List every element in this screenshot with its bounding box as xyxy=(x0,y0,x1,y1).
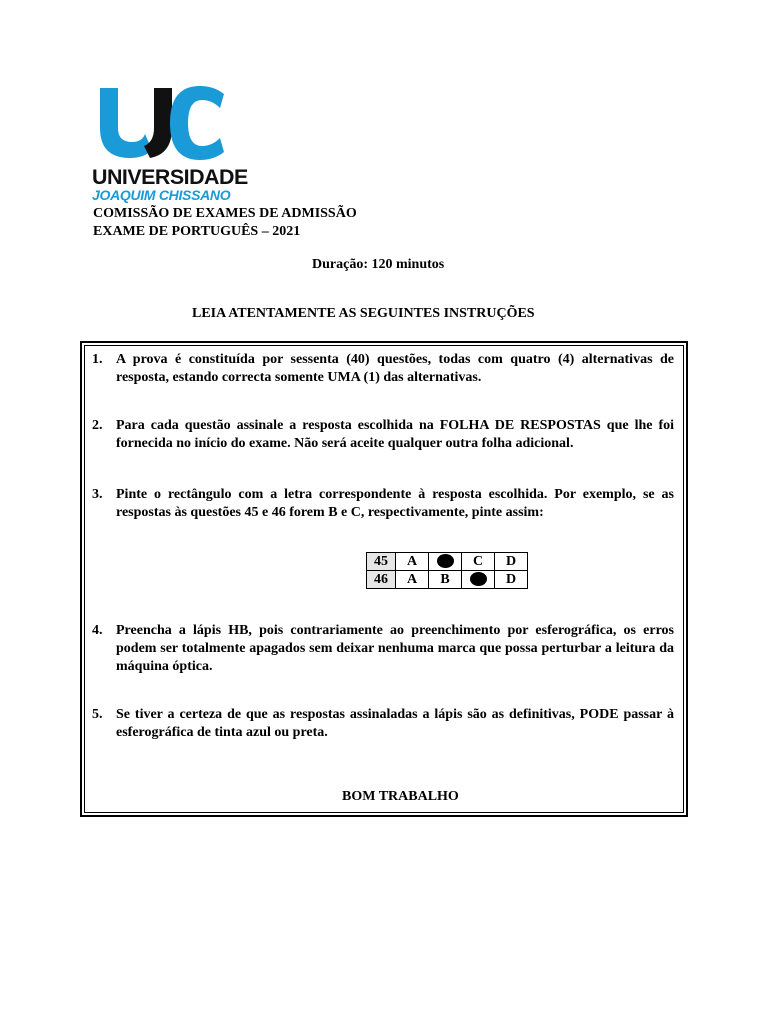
logo-wordmark-university: UNIVERSIDADE xyxy=(92,166,248,189)
logo-letter-c xyxy=(170,86,224,160)
instruction-item xyxy=(92,622,674,676)
instruction-number: 3. xyxy=(92,487,103,502)
example-row-46 xyxy=(367,571,528,589)
instruction-text: A prova é constituída por sessenta (40) questões, todas com quatro (4) alternativas de resposta, estando correcta somente UMA (1) das alternativas. xyxy=(116,352,674,385)
closing-message: BOM TRABALHO xyxy=(342,789,459,804)
example-row-45 xyxy=(367,553,528,571)
committee-title: COMISSÃO DE EXAMES DE ADMISSÃO xyxy=(93,206,357,221)
exam-title: EXAME DE PORTUGUÊS – 2021 xyxy=(93,224,301,239)
instruction-number: 2. xyxy=(92,418,103,433)
instruction-item xyxy=(92,486,674,522)
instructions-heading: LEIA ATENTAMENTE AS SEGUINTES INSTRUÇÕES xyxy=(192,306,535,321)
instruction-number: 4. xyxy=(92,623,103,638)
instruction-text: Pinte o rectângulo com a letra correspondente à resposta escolhida. Por exemplo, se as respostas às questões 45 e 46 forem B e C, respectivamente, pinte assim: xyxy=(116,487,674,520)
instruction-text: Para cada questão assinale a resposta escolhida na FOLHA DE RESPOSTAS que lhe foi fornecida no início do exame. Não será aceite qualquer outra folha adicional. xyxy=(116,418,674,451)
option-b: B xyxy=(429,571,462,589)
exam-duration: Duração: 120 minutos xyxy=(312,257,445,272)
option-a: A xyxy=(396,553,429,571)
instruction-number: 1. xyxy=(92,352,103,367)
instruction-item xyxy=(92,417,674,453)
option-d: D xyxy=(495,571,528,589)
logo-letter-j xyxy=(144,88,172,158)
filled-mark-icon xyxy=(437,554,454,568)
instruction-number: 5. xyxy=(92,707,103,722)
logo-wordmark-name: JOAQUIM CHISSANO xyxy=(92,187,231,203)
instruction-item xyxy=(92,351,674,387)
answer-example-table xyxy=(366,552,528,589)
filled-mark-icon xyxy=(470,572,487,586)
option-a: A xyxy=(396,571,429,589)
option-b-filled xyxy=(429,553,462,571)
question-number: 45 xyxy=(367,553,396,571)
option-c: C xyxy=(462,553,495,571)
option-c-filled xyxy=(462,571,495,589)
instruction-text: Preencha a lápis HB, pois contrariamente ao preenchimento por esferográfica, os erros podem ser totalmente apagados sem deixar nenhuma marca que possa perturbar a leitura da máquina óptica. xyxy=(116,623,674,674)
instruction-text: Se tiver a certeza de que as respostas assinaladas a lápis são as definitivas, PODE passar à esferográfica de tinta azul ou preta. xyxy=(116,707,674,740)
option-d: D xyxy=(495,553,528,571)
logo-letter-u xyxy=(100,88,152,158)
question-number: 46 xyxy=(367,571,396,589)
instruction-item xyxy=(92,706,674,742)
